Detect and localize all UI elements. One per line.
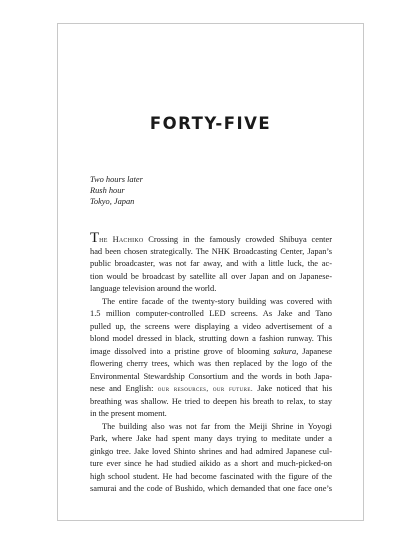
text-line bbox=[90, 230, 332, 246]
epigraph-line-place: Tokyo, Japan bbox=[90, 197, 135, 207]
text-line: in the present moment. bbox=[90, 409, 167, 418]
text-line: ginkgo tree. Jake loved Shinto shrines and had admired Japanese cul- bbox=[90, 446, 332, 456]
text-line: ture ever since he had studied aikido as a short and much-picked-on bbox=[90, 459, 332, 468]
text-line: language television around the world. bbox=[90, 284, 217, 293]
text-line: The building also was not far from the Meiji Shrine in Yoyogi bbox=[102, 421, 332, 431]
epigraph bbox=[90, 174, 143, 208]
text-line: breathing was shallow. He tried to deepen his breath to relax, to stay bbox=[90, 396, 332, 406]
text-line: blond model dressed in black, strutting down a fashion runway. This bbox=[90, 334, 332, 343]
text-line: flowering cherry trees, which was then replaced by the logo of the bbox=[90, 359, 332, 368]
text-line: 1.5 million computer-controlled LED screens. As Jake and Tano bbox=[90, 309, 332, 318]
text-line: had been chosen strategically. The NHK Broadcasting Center, Japan’s bbox=[90, 246, 332, 256]
text-line: The entire facade of the twenty-story building was covered with bbox=[102, 296, 332, 306]
text-fragment: Jake noticed that his bbox=[253, 384, 332, 393]
slogan-smallcaps: our resources, our future. bbox=[157, 385, 254, 393]
text-line: Park, where Jake had spent many days trying to meditate under a bbox=[90, 434, 332, 443]
text-line: pulled up, the screens were displaying a video advertisement of a bbox=[90, 321, 332, 331]
drop-cap: T bbox=[90, 230, 100, 246]
text-line: Environmental Stewardship Consortium and the words in both Japa- bbox=[90, 371, 332, 381]
text-line bbox=[90, 346, 332, 359]
text-line: samurai and the code of Bushido, which demanded that one face one’s bbox=[90, 484, 332, 493]
epigraph-line-time: Two hours later bbox=[90, 175, 143, 184]
text-fragment: image dissolved into a pristine grove of blooming bbox=[90, 346, 274, 356]
text-fragment: Crossing in the famously crowded Shibuya center bbox=[143, 235, 332, 244]
text-line: public broadcaster, was not far away, and with a little luck, the ac- bbox=[90, 259, 332, 268]
epigraph-line-context: Rush hour bbox=[90, 186, 125, 196]
chapter-title: FORTY-FIVE bbox=[149, 114, 272, 133]
book-page bbox=[57, 23, 364, 521]
lead-in-smallcaps: he Hachiko bbox=[99, 235, 144, 244]
body-text bbox=[90, 230, 333, 496]
text-line: high school student. He had become fascinated with the figure of the bbox=[90, 471, 332, 481]
text-fragment: Japanese bbox=[298, 346, 333, 356]
italic-term: sakura, bbox=[273, 346, 299, 356]
text-line: tion would be broadcast by satellite all over Japan and on Japanese- bbox=[90, 271, 332, 281]
text-line bbox=[90, 383, 332, 396]
text-fragment: nese and English: bbox=[90, 384, 158, 393]
